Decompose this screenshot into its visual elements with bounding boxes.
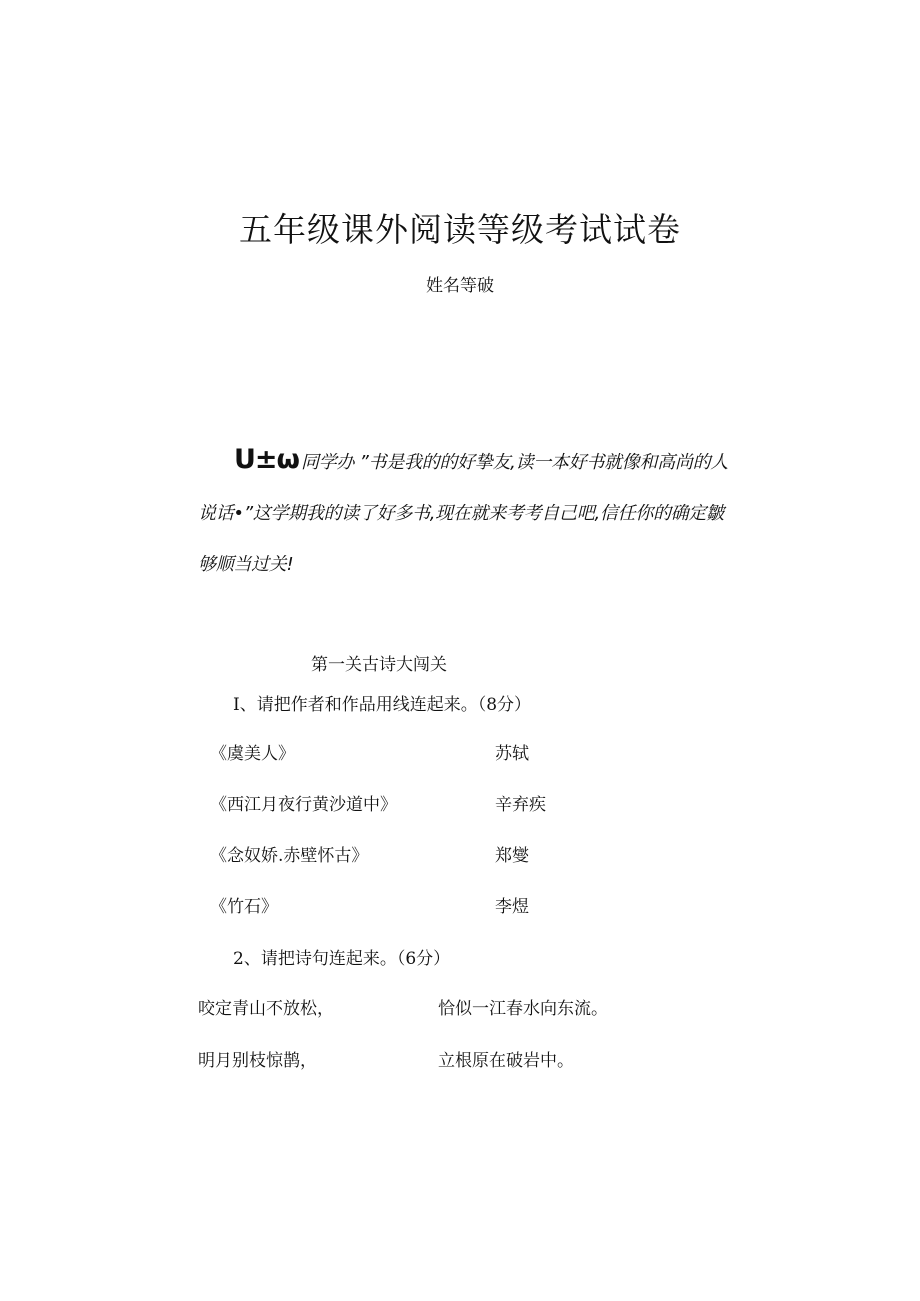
work-item: 《西江月夜行黄沙道中》 <box>210 795 397 815</box>
verse-left-item: 明月别枝惊鹊， <box>198 1051 317 1071</box>
verse-right-item: 恰似一江春水向东流。 <box>438 999 608 1019</box>
intro-paragraph <box>198 434 738 590</box>
author-item: 李煜 <box>495 897 529 917</box>
section-heading: 第一关古诗大闯关 <box>311 655 447 675</box>
intro-text: 同学办 ”书是我的的好挚友,读一本好书就像和高尚的人说话•”这学期我的读了好多书,现在就来考考自己吧,信任你的确定皺够顺当过关! <box>198 452 728 575</box>
work-item: 《虞美人》 <box>210 744 295 764</box>
verse-left-item: 咬定青山不放松， <box>198 999 334 1019</box>
author-item: 郑燮 <box>495 846 529 866</box>
exam-title: 五年级课外阅读等级考试试卷 <box>239 210 681 249</box>
verse-right-item: 立根原在破岩中。 <box>438 1051 574 1071</box>
work-item: 《竹石》 <box>210 897 278 917</box>
question-1-prompt: I、请把作者和作品用线连起来。（8分） <box>233 695 532 715</box>
intro-lead: U±ω <box>234 444 300 475</box>
author-item: 苏轼 <box>495 744 529 764</box>
work-item: 《念奴娇.赤壁怀古》 <box>210 846 369 866</box>
author-item: 辛弃疾 <box>495 795 546 815</box>
question-2-prompt: 2、请把诗句连起来。（6分） <box>233 949 451 969</box>
name-field-label: 姓名等破 <box>426 276 494 296</box>
